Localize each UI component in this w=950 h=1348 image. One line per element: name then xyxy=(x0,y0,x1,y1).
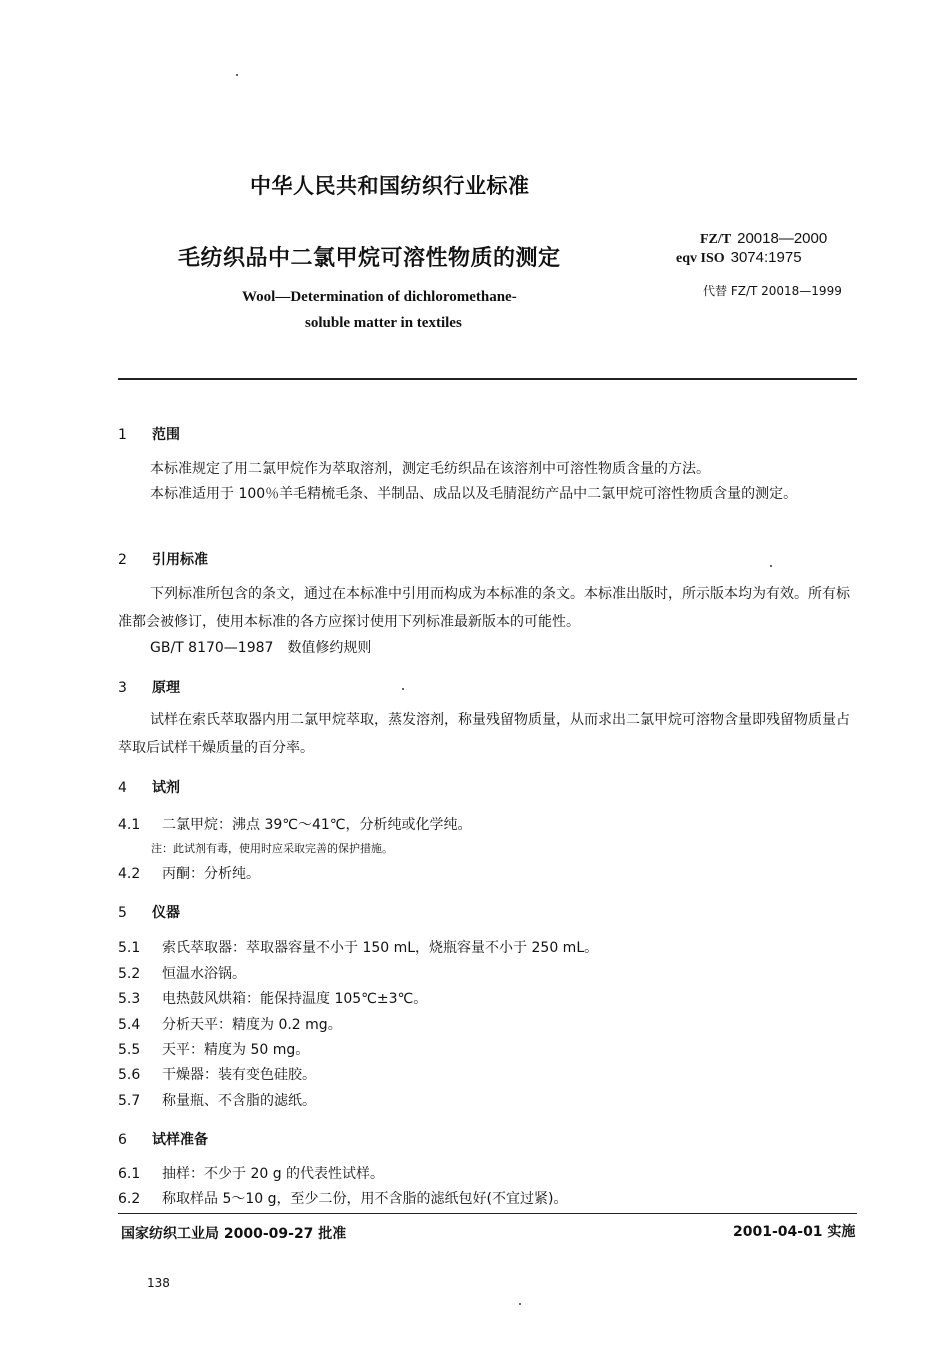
section-1-paragraph-2 xyxy=(118,480,858,508)
item-number: 4.1 xyxy=(118,817,141,833)
scan-speck xyxy=(770,565,772,567)
section-5-item xyxy=(118,1039,309,1059)
section-number: 2 xyxy=(118,552,127,568)
approval-date: 国家纺织工业局 2000-09-27 批准 xyxy=(121,1226,347,1242)
header-divider xyxy=(118,378,857,380)
item-number: 5.6 xyxy=(118,1067,141,1083)
section-5-item xyxy=(118,1014,342,1034)
item-number: 5.5 xyxy=(118,1042,141,1058)
document-title-en-line2: soluble matter in textiles xyxy=(305,315,462,331)
footer-divider xyxy=(118,1213,857,1214)
section-2-reference: GB/T 8170—1987 数值修约规则 xyxy=(150,640,372,656)
section-1-heading xyxy=(118,424,180,444)
document-title-en-line1: Wool—Determination of dichloromethane- xyxy=(242,289,517,305)
item-number: 5.7 xyxy=(118,1093,141,1109)
section-title: 原理 xyxy=(152,680,180,696)
item-text: 抽样：不少于 20 g 的代表性试样。 xyxy=(162,1166,385,1182)
section-5-heading xyxy=(118,902,180,922)
item-text: 称取样品 5～10 g，至少二份，用不含脂的滤纸包好(不宜过紧)。 xyxy=(162,1191,568,1207)
item-number: 6.2 xyxy=(118,1191,141,1207)
item-text: 索氏萃取器：萃取器容量不小于 150 mL，烧瓶容量不小于 250 mL。 xyxy=(162,940,599,956)
standard-code-line xyxy=(676,229,827,248)
item-number: 5.3 xyxy=(118,991,141,1007)
section-title: 仪器 xyxy=(152,905,180,921)
section-6-item xyxy=(118,1163,384,1183)
section-3-paragraph-1 xyxy=(118,706,858,762)
section-2-heading xyxy=(118,549,208,569)
section-5-item xyxy=(118,1090,316,1110)
item-text: 电热鼓风烘箱：能保持温度 105℃±3℃。 xyxy=(162,991,428,1007)
replaces-note: 代替 FZ/T 20018—1999 xyxy=(703,284,842,298)
item-text: 丙酮：分析纯。 xyxy=(162,866,260,882)
section-5-item xyxy=(118,988,427,1008)
section-title: 范围 xyxy=(152,427,180,443)
item-text: 分析天平：精度为 0.2 mg。 xyxy=(162,1017,342,1033)
section-number: 1 xyxy=(118,427,127,443)
scan-speck xyxy=(402,688,404,690)
section-2-paragraph-1 xyxy=(118,580,858,636)
page-number: 138 xyxy=(147,1276,170,1290)
equivalent-code-line xyxy=(676,248,827,267)
section-4-item xyxy=(118,814,472,834)
paragraph-text: 试样在索氏萃取器内用二氯甲烷萃取，蒸发溶剂，称量残留物质量，从而求出二氯甲烷可溶物含量即残留物质量占萃取后试样干燥质量的百分率。 xyxy=(118,712,850,756)
section-4-item xyxy=(118,863,260,883)
section-number: 6 xyxy=(118,1132,127,1148)
section-number: 3 xyxy=(118,680,127,696)
item-number: 5.4 xyxy=(118,1017,141,1033)
item-text: 恒温水浴锅。 xyxy=(162,966,246,982)
eqv-prefix: eqv ISO xyxy=(676,251,725,266)
section-5-item xyxy=(118,937,598,957)
item-text: 二氯甲烷：沸点 39℃～41℃，分析纯或化学纯。 xyxy=(162,817,472,833)
paragraph-text: 下列标准所包含的条文，通过在本标准中引用而构成为本标准的条文。本标准出版时，所示版本均为有效。所有标准都会被修订，使用本标准的各方应探讨使用下列标准最新版本的可能性。 xyxy=(118,586,850,630)
effective-date: 2001-04-01 实施 xyxy=(733,1224,856,1240)
section-title: 试剂 xyxy=(152,780,180,796)
item-text: 天平：精度为 50 mg。 xyxy=(162,1042,310,1058)
section-number: 5 xyxy=(118,905,127,921)
item-number: 5.2 xyxy=(118,966,141,982)
section-4-note: 注：此试剂有毒，使用时应采取完善的保护措施。 xyxy=(151,842,393,855)
industry-standard-heading: 中华人民共和国纺织行业标准 xyxy=(250,174,530,198)
document-title-zh: 毛纺织品中二氯甲烷可溶性物质的测定 xyxy=(178,246,561,271)
item-text: 干燥器：装有变色硅胶。 xyxy=(162,1067,316,1083)
item-number: 5.1 xyxy=(118,940,141,956)
code-prefix: FZ/T xyxy=(700,232,732,247)
section-5-item xyxy=(118,963,246,983)
equivalent-code: 3074:1975 xyxy=(730,249,802,266)
section-number: 4 xyxy=(118,780,127,796)
section-title: 引用标准 xyxy=(152,552,208,568)
section-6-item xyxy=(118,1188,567,1208)
section-title: 试样准备 xyxy=(152,1132,208,1148)
section-6-heading xyxy=(118,1129,208,1149)
section-5-item xyxy=(118,1064,316,1084)
item-number: 6.1 xyxy=(118,1166,141,1182)
item-number: 4.2 xyxy=(118,866,141,882)
standard-code: 20018—2000 xyxy=(737,230,828,247)
standard-code-block xyxy=(676,229,827,267)
scan-speck xyxy=(236,74,238,76)
section-1-paragraph-1 xyxy=(118,455,858,483)
section-3-heading xyxy=(118,677,180,697)
paragraph-text: 本标准规定了用二氯甲烷作为萃取溶剂，测定毛纺织品在该溶剂中可溶性物质含量的方法。 xyxy=(150,461,710,477)
item-text: 称量瓶、不含脂的滤纸。 xyxy=(162,1093,316,1109)
scan-speck xyxy=(519,1303,521,1305)
paragraph-text: 本标准适用于 100％羊毛精梳毛条、半制品、成品以及毛腈混纺产品中二氯甲烷可溶性物质含量的测定。 xyxy=(150,486,798,502)
section-4-heading xyxy=(118,777,180,797)
